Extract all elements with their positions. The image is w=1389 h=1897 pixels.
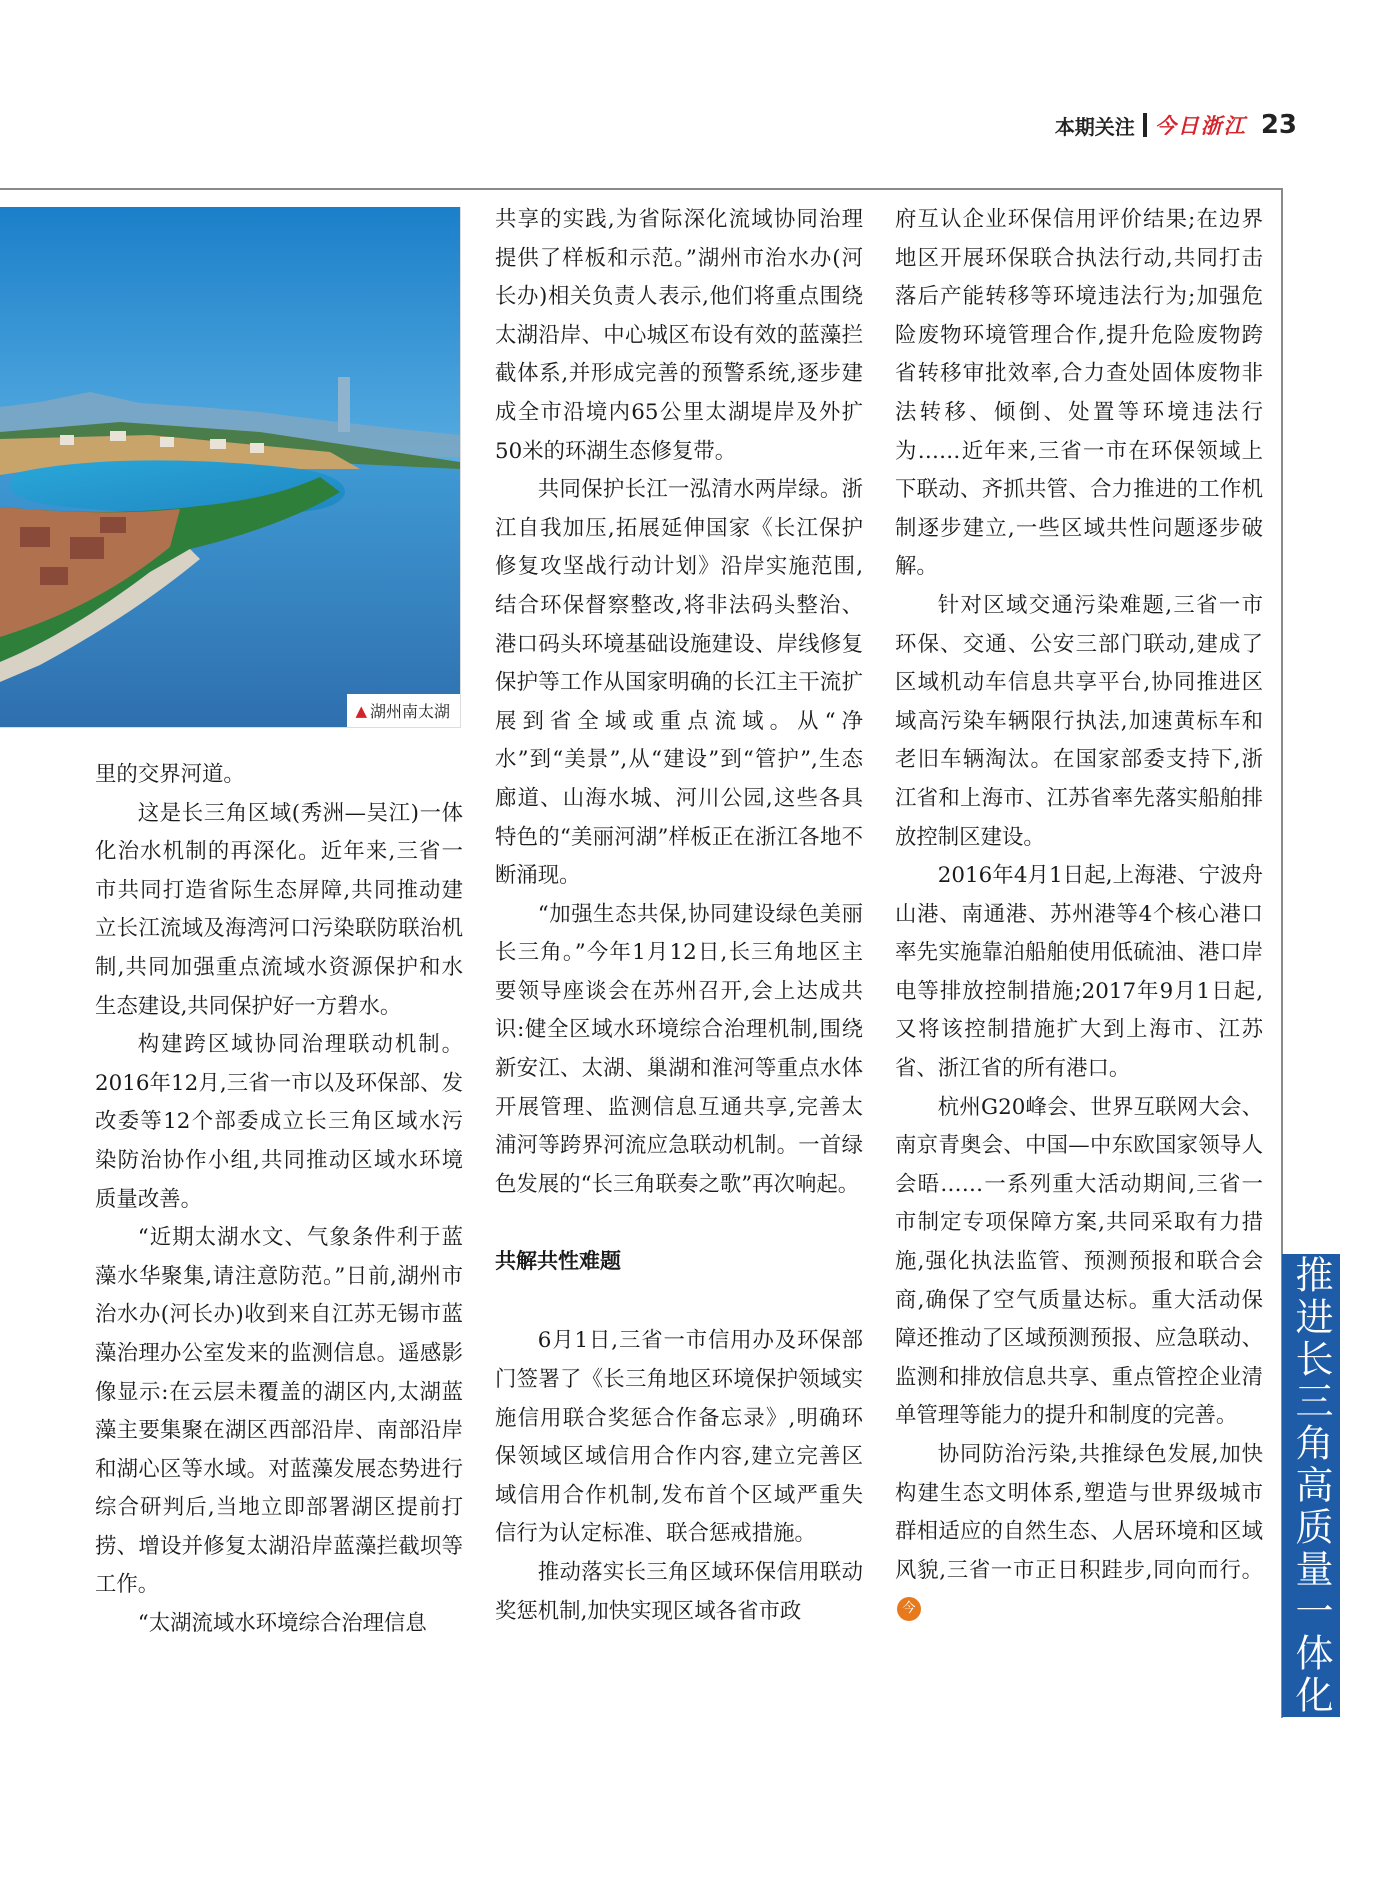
paragraph: 这是长三角区域(秀洲—吴江)一体化治水机制的再深化。近年来,三省一市共同打造省际生态屏障,共同推动建立长江流域及海湾河口污染联防联治机制,共同加强重点流域水资源保护和水生态建设,共同保护好一方碧水。 [95, 800, 463, 1019]
photo-caption [347, 694, 460, 727]
paragraph: 针对区域交通污染难题,三省一市环保、交通、公安三部门联动,建成了区域机动车信息共享平台,协同推进区域高污染车辆限行执法,加速黄标车和老旧车辆淘汰。在国家部委支持下,浙江省和上海市、江苏省率先落实船舶排放控制区建设。 [895, 592, 1263, 850]
paragraph: “太湖流域水环境综合治理信息 [137, 1611, 427, 1637]
header-divider [1143, 113, 1147, 137]
caption-text: 湖州南太湖 [369, 702, 450, 721]
section-label: 本期关注 [1054, 114, 1135, 139]
paragraph-text: 协同防治污染,共推绿色发展,加快构建生态文明体系,塑造与世界级城市群相适应的自然生态、人居环境和区域风貌,三省一市正日积跬步,同向而行。 [895, 1442, 1263, 1583]
section-subheading: 共解共性难题 [495, 1249, 621, 1274]
page-number: 23 [1260, 110, 1297, 140]
article-column-1 [95, 756, 463, 1644]
paragraph: 推动落实长三角区域环保信用联动奖惩机制,加快实现区域各省市政 [495, 1560, 863, 1624]
paragraph: 构建跨区域协同治理联动机制。2016年12月,三省一市以及环保部、发改委等12个部委成立长三角区域水污染防治协作小组,共同推动区域水环境质量改善。 [95, 1032, 463, 1212]
paragraph: “近期太湖水文、气象条件利于蓝藻水华聚集,请注意防范。”日前,湖州市治水办(河长办)收到来自江苏无锡市蓝藻治理办公室发来的监测信息。遥感影像显示:在云层未覆盖的湖区内,太湖蓝藻主要集聚在湖区西部沿岸、南部沿岸和湖心区等水域。对蓝藻发展态势进行综合研判后,当地立即部署湖区提前打捞、增设并修复太湖沿岸蓝藻拦截坝等工作。 [95, 1225, 463, 1598]
paragraph: 共享的实践,为省际深化流域协同治理提供了样板和示范。”湖州市治水办(河长办)相关负责人表示,他们将重点围绕太湖沿岸、中心城区布设有效的蓝藻拦截体系,并形成完善的预警系统,逐步建成全市沿境内65公里太湖堤岸及外扩50米的环湖生态修复带。 [495, 207, 863, 464]
paragraph: 6月1日,三省一市信用办及环保部门签署了《长三角地区环境保护领域实施信用联合奖惩合作备忘录》,明确环保领域区域信用合作内容,建立完善区域信用合作机制,发布首个区域严重失信行为认定标准、联合惩戒措施。 [495, 1328, 863, 1547]
end-mark-icon: 今 [897, 1597, 921, 1621]
magazine-logo: 今日浙江 [1154, 114, 1247, 138]
paragraph: 杭州G20峰会、世界互联网大会、南京青奥会、中国—中东欧国家领导人会晤……一系列重大活动期间,三省一市制定专项保障方案,共同采取有力措施,强化执法监管、预测预报和联合会商,确保了空气质量达标。重大活动保障还推动了区域预测预报、应急联动、监测和排放信息共享、重点管控企业清单管理等能力的提升和制度的完善。 [895, 1094, 1263, 1429]
red-triangle-icon: ▲ [355, 701, 367, 720]
section-side-tab [1282, 1254, 1340, 1717]
side-tab-text: 推进长三角高质量一体化 [1289, 1254, 1333, 1717]
paragraph: 里的交界河道。 [95, 762, 245, 787]
paragraph [895, 1436, 1263, 1629]
paragraph: 府互认企业环保信用评价结果;在边界地区开展环保联合执法行动,共同打击落后产能转移等环境违法行为;加强危险废物环境管理合作,提升危险废物跨省转移审批效率,合力查处固体废物非法转移、倾倒、处置等环境违法行为……近年来,三省一市在环保领域上下联动、齐抓共管、合力推进的工作机制逐步建立,一些区域共性问题逐步破解。 [895, 207, 1263, 580]
paragraph: 2016年4月1日起,上海港、宁波舟山港、南通港、苏州港等4个核心港口率先实施靠泊船舶使用低硫油、港口岸电等排放控制措施;2017年9月1日起,又将该控制措施扩大到上海市、江苏省、浙江省的所有港口。 [895, 863, 1263, 1082]
paragraph: “加强生态共保,协同建设绿色美丽长三角。”今年1月12日,长三角地区主要领导座谈会在苏州召开,会上达成共识:健全区域水环境综合治理机制,围绕新安江、太湖、巢湖和淮河等重点水体开展管理、监测信息互通共享,完善太浦河等跨界河流应急联动机制。一首绿色发展的“长三角联奏之歌”再次响起。 [495, 901, 863, 1197]
article-column-3 [895, 201, 1263, 1629]
page-header [1055, 108, 1297, 142]
article-column-2 [495, 201, 863, 1631]
lake-photo [0, 207, 461, 728]
paragraph: 共同保护长江一泓清水两岸绿。浙江自我加压,拓展延伸国家《长江保护修复攻坚战行动计划》沿岸实施范围,结合环保督察整改,将非法码头整治、港口码头环境基础设施建设、岸线修复保护等工作从国家明确的长江主干流扩展到省全域或重点流域。从“净水”到“美景”,从“建设”到“管护”,生态廊道、山海水城、河川公园,这些各具特色的“美丽河湖”样板正在浙江各地不断涌现。 [495, 477, 863, 889]
frame-top-rule [0, 188, 1283, 190]
